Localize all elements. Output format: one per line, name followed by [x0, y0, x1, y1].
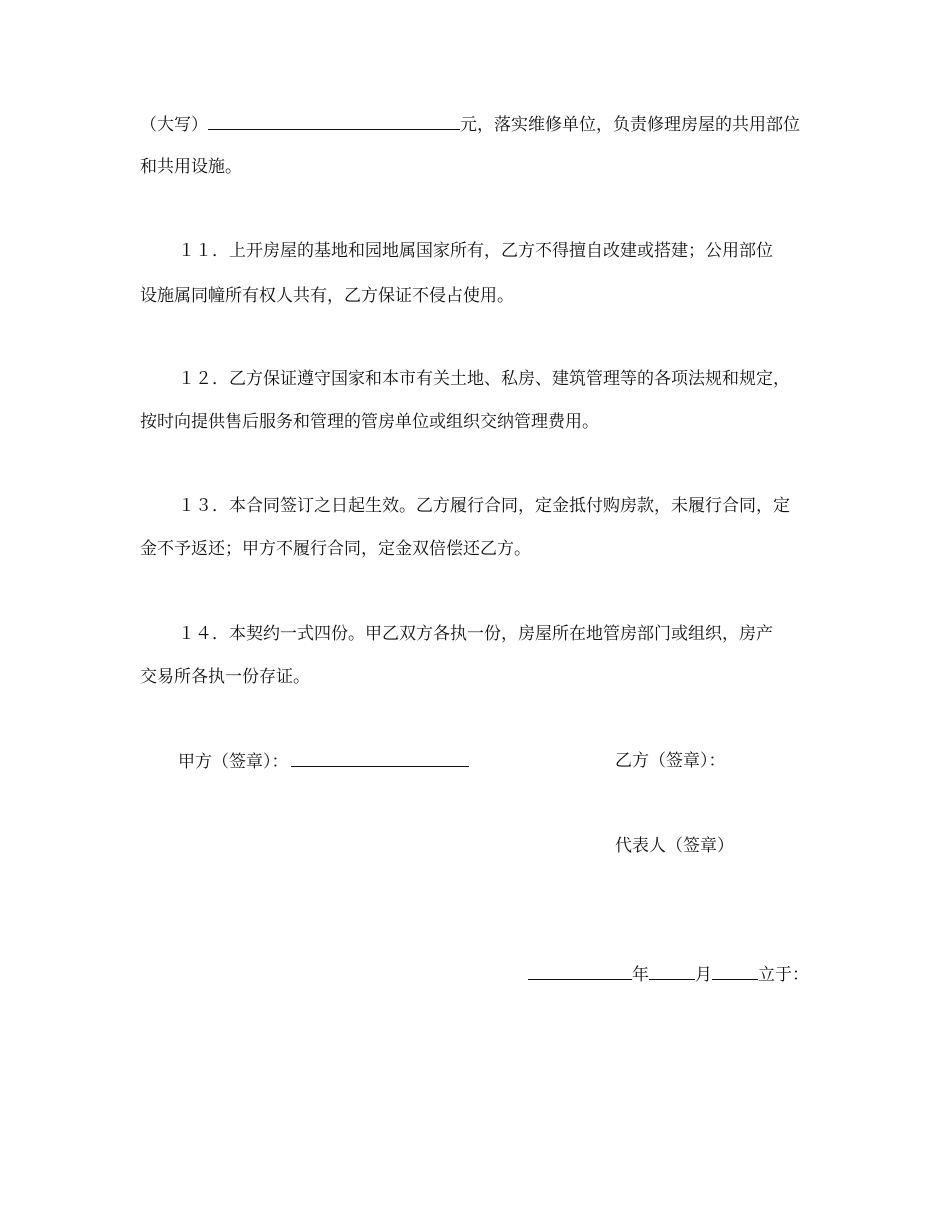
- clause-12-line-2: 按时向提供售后服务和管理的管房单位或组织交纳管理费用。: [140, 412, 599, 432]
- party-a-label: 甲方（签章）：: [178, 752, 289, 772]
- month-label: 月: [695, 965, 712, 985]
- party-a-signature: [178, 750, 469, 773]
- clause-11-line-2: 设施属同幢所有权人共有，乙方保证不侵占使用。: [140, 286, 514, 306]
- month-blank: [649, 963, 695, 980]
- clause-10-prefix: （大写）: [140, 115, 208, 135]
- representative-label: 代表人（签章）: [615, 836, 734, 856]
- clause-10-line-1: [140, 113, 800, 135]
- year-label: 年: [632, 965, 649, 985]
- clause-14-line-1: １４．本契约一式四份。甲乙双方各执一份，房屋所在地管房部门或组织，房产: [178, 624, 773, 644]
- year-blank: [528, 963, 632, 980]
- amount-blank: [208, 113, 460, 130]
- party-b-label: 乙方（签章）：: [615, 751, 726, 771]
- clause-12-line-1: １２．乙方保证遵守国家和本市有关土地、私房、建筑管理等的各项法规和规定，: [178, 369, 790, 389]
- clause-11-line-1: １１．上开房屋的基地和园地属国家所有，乙方不得擅自改建或搭建；公用部位: [178, 241, 773, 261]
- clause-10-suffix: 元，落实维修单位，负责修理房屋的共用部位: [460, 115, 800, 135]
- clause-13-line-2: 金不予返还；甲方不履行合同，定金双倍偿还乙方。: [140, 539, 531, 559]
- party-a-signature-blank: [291, 750, 469, 767]
- clause-13-line-1: １３．本合同签订之日起生效。乙方履行合同，定金抵付购房款，未履行合同，定: [178, 496, 790, 516]
- date-line: [528, 963, 809, 986]
- clause-10-line-2: 和共用设施。: [140, 157, 242, 177]
- clause-14-line-2: 交易所各执一份存证。: [140, 667, 310, 687]
- established-label: 立于：: [758, 965, 809, 985]
- day-blank: [712, 963, 758, 980]
